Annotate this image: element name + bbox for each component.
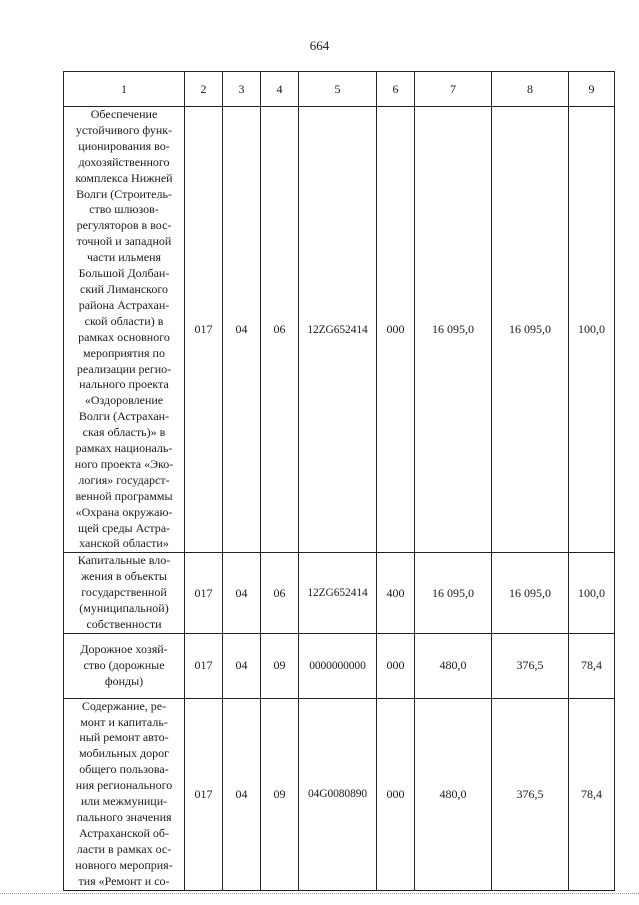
cell-subsection: 09: [261, 633, 299, 698]
cell-section: 04: [223, 107, 261, 553]
cell-section: 04: [223, 553, 261, 634]
header-cell: 4: [261, 72, 299, 107]
cell-percent: 100,0: [569, 107, 615, 553]
cell-target-article: 12ZG652414: [299, 553, 377, 634]
table-row: [64, 553, 615, 634]
cell-percent: 78,4: [569, 698, 615, 890]
cell-expense-type: 000: [377, 698, 415, 890]
header-cell: 9: [569, 72, 615, 107]
cell-target-article: 12ZG652414: [299, 107, 377, 553]
cell-expense-type: 000: [377, 633, 415, 698]
header-cell: 8: [492, 72, 569, 107]
header-cell: 6: [377, 72, 415, 107]
budget-table: [63, 71, 615, 891]
cell-section: 04: [223, 698, 261, 890]
cell-target-article: 04G0080890: [299, 698, 377, 890]
cell-executed: 16 095,0: [492, 107, 569, 553]
cell-percent: 78,4: [569, 633, 615, 698]
cell-subsection: 09: [261, 698, 299, 890]
cell-planned: 480,0: [415, 633, 492, 698]
cell-target-article: 0000000000: [299, 633, 377, 698]
header-cell: 2: [185, 72, 223, 107]
table-row: [64, 698, 615, 890]
cell-planned: 16 095,0: [415, 107, 492, 553]
cell-subsection: 06: [261, 107, 299, 553]
page-bottom-divider: [0, 893, 639, 894]
cell-expense-type: 000: [377, 107, 415, 553]
table-row: [64, 107, 615, 553]
cell-subsection: 06: [261, 553, 299, 634]
row-description: Содержание, ре- монт и капиталь- ный ремонт авто- мобильных дорог общего пользова- ния регионального или межмуници- пального значения Астраханской об- ласти в рамках ос- новного мероприя- тия «Ремонт и со-: [64, 698, 185, 890]
cell-executed: 376,5: [492, 633, 569, 698]
cell-planned: 16 095,0: [415, 553, 492, 634]
cell-expense-type: 400: [377, 553, 415, 634]
cell-executed: 16 095,0: [492, 553, 569, 634]
cell-section: 04: [223, 633, 261, 698]
cell-ministry-code: 017: [185, 633, 223, 698]
row-description: Дорожное хозяй- ство (дорожные фонды): [64, 633, 185, 698]
header-cell: 5: [299, 72, 377, 107]
cell-ministry-code: 017: [185, 698, 223, 890]
header-cell: 1: [64, 72, 185, 107]
cell-executed: 376,5: [492, 698, 569, 890]
table-row: [64, 633, 615, 698]
cell-ministry-code: 017: [185, 553, 223, 634]
cell-ministry-code: 017: [185, 107, 223, 553]
row-description: Капитальные вло- жения в объекты государственной (муниципальной) собственности: [64, 553, 185, 634]
header-cell: 3: [223, 72, 261, 107]
page-number: 664: [309, 38, 330, 53]
cell-planned: 480,0: [415, 698, 492, 890]
row-description: Обеспечение устойчивого функ- ционирования во- дохозяйственного комплекса Нижней Волги (Строитель- ство шлюзов- регуляторов в вос- точной и западной части ильменя Большой Долбан- ский Лиманского района Астрахан- ской области) в рамках основного мероприятия по реализации регио- нального проекта «Оздоровление Волги (Астрахан- ская область)» в рамках националь- ного проекта «Эко- логия» государст- венной программы «Охрана окружаю- щей среды Астра- ханской области»: [64, 107, 185, 553]
cell-percent: 100,0: [569, 553, 615, 634]
header-cell: 7: [415, 72, 492, 107]
table-header-row: [64, 72, 615, 107]
